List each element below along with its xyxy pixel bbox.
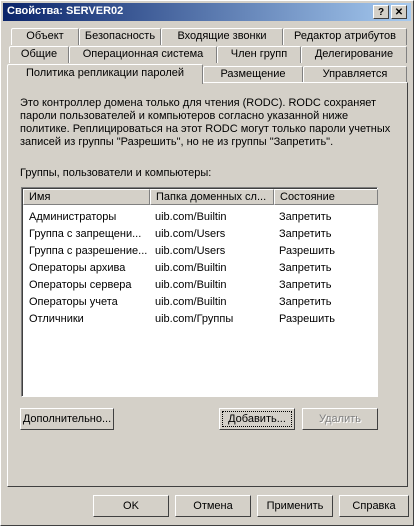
row-name: Операторы учета	[29, 296, 118, 308]
close-icon[interactable]: ✕	[391, 5, 407, 19]
column-header-name[interactable]: Имя	[23, 189, 150, 205]
cancel-button[interactable]: Отмена	[175, 495, 251, 517]
row-folder: uib.com/Users	[155, 228, 226, 240]
tab-security[interactable]: Безопасность	[79, 28, 161, 45]
tab-managed-by[interactable]: Управляется	[303, 66, 407, 83]
table-row[interactable]	[23, 209, 378, 226]
table-row[interactable]	[23, 294, 378, 311]
row-folder: uib.com/Builtin	[155, 262, 227, 274]
row-name: Операторы архива	[29, 262, 126, 274]
row-folder: uib.com/Builtin	[155, 296, 227, 308]
tab-general[interactable]: Общие	[9, 46, 69, 63]
tab-member-of[interactable]: Член групп	[217, 46, 301, 63]
tab-operating-system[interactable]: Операционная система	[69, 46, 217, 63]
rodc-description: Это контроллер домена только для чтения (RODC). RODC сохраняет пароли пользователей и компьютеров согласно указанной ниже политике. Реплицироваться на этот RODC могут только пароли учетных записей из группы "Разрешить", но не из группы "Запретить".	[20, 97, 391, 148]
row-name: Администраторы	[29, 211, 117, 223]
apply-button[interactable]: Применить	[257, 495, 333, 517]
tab-object[interactable]: Объект	[11, 28, 79, 45]
window-title: Свойства: SERVER02	[7, 5, 124, 17]
row-state: Разрешить	[279, 245, 335, 257]
row-state: Запретить	[279, 228, 332, 240]
tab-attribute-editor[interactable]: Редактор атрибутов	[283, 28, 407, 45]
table-row[interactable]	[23, 277, 378, 294]
advanced-button[interactable]: Дополнительно...	[20, 408, 114, 430]
row-state: Запретить	[279, 279, 332, 291]
tab-dialin[interactable]: Входящие звонки	[161, 28, 283, 45]
table-row[interactable]	[23, 311, 378, 328]
row-state: Запретить	[279, 211, 332, 223]
row-name: Группа с запрещени...	[29, 228, 142, 240]
row-state: Запретить	[279, 296, 332, 308]
row-folder: uib.com/Builtin	[155, 279, 227, 291]
groups-label: Группы, пользователи и компьютеры:	[20, 167, 212, 179]
row-folder: uib.com/Группы	[155, 313, 234, 325]
groups-list[interactable]	[21, 187, 378, 397]
title-bar	[3, 3, 411, 21]
tab-password-replication-policy[interactable]: Политика репликации паролей	[7, 64, 203, 84]
tab-panel	[7, 82, 408, 487]
row-state: Разрешить	[279, 313, 335, 325]
row-name: Операторы сервера	[29, 279, 132, 291]
table-row[interactable]	[23, 260, 378, 277]
column-header-state[interactable]: Состояние	[274, 189, 378, 205]
ok-button[interactable]: OK	[93, 495, 169, 517]
table-row[interactable]	[23, 226, 378, 243]
tab-location[interactable]: Размещение	[203, 66, 303, 83]
column-header-folder[interactable]: Папка доменных сл...	[150, 189, 274, 205]
row-folder: uib.com/Users	[155, 245, 226, 257]
add-button[interactable]: Добавить...	[219, 408, 295, 430]
tab-delegation[interactable]: Делегирование	[301, 46, 407, 63]
help-title-button[interactable]: ?	[373, 5, 389, 19]
row-name: Отличники	[29, 313, 84, 325]
row-name: Группа с разрешение...	[29, 245, 148, 257]
help-button[interactable]: Справка	[339, 495, 409, 517]
row-folder: uib.com/Builtin	[155, 211, 227, 223]
remove-button[interactable]: Удалить	[302, 408, 378, 430]
table-row[interactable]	[23, 243, 378, 260]
row-state: Запретить	[279, 262, 332, 274]
